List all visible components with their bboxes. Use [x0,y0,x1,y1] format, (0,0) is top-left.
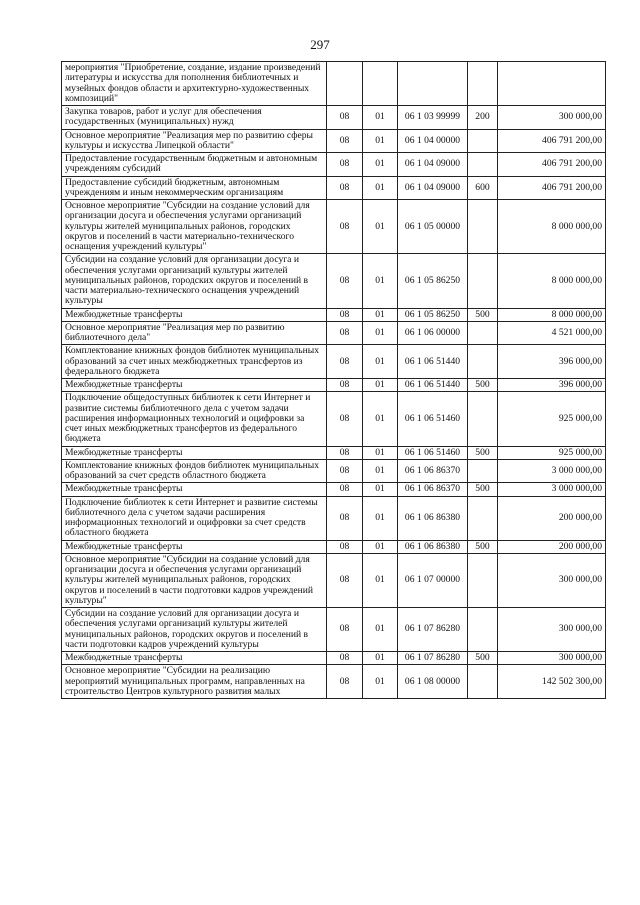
amount-cell: 925 000,00 [498,392,606,446]
section-code-cell: 08 [327,496,363,540]
row-name-cell: Межбюджетные трансферты [62,308,327,321]
amount-cell: 300 000,00 [498,106,606,130]
amount-cell: 4 521 000,00 [498,321,606,345]
table-row [62,652,606,665]
row-name-cell: Подключение общедоступных библиотек к сети Интернет и развитие системы библиотечного дела с учетом задачи расширения информационных технологий и оцифровки за счет иных межбюджетных трансфертов из федерального бюджета [62,392,327,446]
subsection-code-cell: 01 [363,176,398,200]
expense-type-cell [468,665,498,699]
section-code-cell: 08 [327,553,363,607]
budget-table [61,61,606,699]
row-name-cell: Основное мероприятие "Субсидии на создание условий для организации досуга и обеспечения услугами организаций культуры жителей муниципальных районов, городских округов и поселений в части подготовки кадров учреждений культуры" [62,553,327,607]
row-name-cell: Межбюджетные трансферты [62,540,327,553]
expense-type-cell: 200 [468,106,498,130]
expense-type-cell [468,321,498,345]
target-article-cell [398,62,468,106]
expense-type-cell [468,392,498,446]
amount-cell: 200 000,00 [498,496,606,540]
table-row [62,392,606,446]
table-row [62,308,606,321]
subsection-code-cell: 01 [363,553,398,607]
row-name-cell: Межбюджетные трансферты [62,483,327,496]
row-name-cell: Субсидии на создание условий для организации досуга и обеспечения услугами организаций культуры жителей муниципальных районов, городских округов и поселений в части материально-технического оснащения учреждений культуры [62,254,327,308]
amount-cell: 8 000 000,00 [498,254,606,308]
target-article-cell: 06 1 03 99999 [398,106,468,130]
target-article-cell: 06 1 06 51440 [398,379,468,392]
subsection-code-cell: 01 [363,129,398,153]
expense-type-cell [468,459,498,483]
subsection-code-cell: 01 [363,153,398,177]
row-name-cell: Основное мероприятие "Реализация мер по развитию библиотечного дела" [62,321,327,345]
target-article-cell: 06 1 04 09000 [398,153,468,177]
row-name-cell: Основное мероприятие "Реализация мер по развитию сферы культуры и искусства Липецкой области" [62,129,327,153]
target-article-cell: 06 1 06 51460 [398,446,468,459]
subsection-code-cell: 01 [363,254,398,308]
section-code-cell: 08 [327,321,363,345]
table-row [62,459,606,483]
target-article-cell: 06 1 06 00000 [398,321,468,345]
target-article-cell: 06 1 08 00000 [398,665,468,699]
amount-cell: 406 791 200,00 [498,176,606,200]
amount-cell: 300 000,00 [498,608,606,652]
expense-type-cell [468,553,498,607]
table-row [62,254,606,308]
target-article-cell: 06 1 06 51440 [398,345,468,379]
amount-cell: 925 000,00 [498,446,606,459]
amount-cell: 396 000,00 [498,345,606,379]
expense-type-cell [468,254,498,308]
expense-type-cell: 500 [468,379,498,392]
subsection-code-cell: 01 [363,665,398,699]
target-article-cell: 06 1 07 86280 [398,608,468,652]
row-name-cell: Основное мероприятие "Субсидии на реализацию мероприятий муниципальных программ, направленных на строительство Центров культурного развития малых [62,665,327,699]
budget-table-body [62,62,606,699]
subsection-code-cell: 01 [363,459,398,483]
row-name-cell: Предоставление субсидий бюджетным, автономным учреждениям и иным некоммерческим организациям [62,176,327,200]
amount-cell: 3 000 000,00 [498,459,606,483]
expense-type-cell [468,153,498,177]
amount-cell: 3 000 000,00 [498,483,606,496]
expense-type-cell [468,129,498,153]
row-name-cell: Комплектование книжных фондов библиотек муниципальных образований за счет иных межбюджетных трансфертов из федерального бюджета [62,345,327,379]
amount-cell: 396 000,00 [498,379,606,392]
amount-cell: 300 000,00 [498,553,606,607]
section-code-cell: 08 [327,129,363,153]
section-code-cell: 08 [327,483,363,496]
row-name-cell: Подключение библиотек к сети Интернет и развитие системы библиотечного дела с учетом задачи расширения информационных технологий и оцифровки за счет средств областного бюджета [62,496,327,540]
subsection-code-cell: 01 [363,483,398,496]
row-name-cell: Межбюджетные трансферты [62,652,327,665]
row-name-cell: Предоставление государственным бюджетным и автономным учреждениям субсидий [62,153,327,177]
subsection-code-cell: 01 [363,106,398,130]
expense-type-cell [468,608,498,652]
subsection-code-cell: 01 [363,652,398,665]
expense-type-cell [468,496,498,540]
target-article-cell: 06 1 04 09000 [398,176,468,200]
subsection-code-cell: 01 [363,608,398,652]
section-code-cell: 08 [327,446,363,459]
target-article-cell: 06 1 06 86380 [398,496,468,540]
table-row [62,446,606,459]
table-row [62,608,606,652]
amount-cell: 406 791 200,00 [498,129,606,153]
expense-type-cell: 500 [468,540,498,553]
section-code-cell: 08 [327,392,363,446]
target-article-cell: 06 1 07 00000 [398,553,468,607]
table-row [62,483,606,496]
section-code-cell: 08 [327,608,363,652]
table-row [62,345,606,379]
target-article-cell: 06 1 06 51460 [398,392,468,446]
row-name-cell: Субсидии на создание условий для организации досуга и обеспечения услугами организаций культуры жителей муниципальных районов, городских округов и поселений в части подготовки кадров учреждений культуры [62,608,327,652]
section-code-cell: 08 [327,652,363,665]
amount-cell: 200 000,00 [498,540,606,553]
target-article-cell: 06 1 04 00000 [398,129,468,153]
row-name-cell: Межбюджетные трансферты [62,379,327,392]
expense-type-cell [468,62,498,106]
section-code-cell: 08 [327,254,363,308]
table-row [62,496,606,540]
table-row [62,200,606,254]
amount-cell: 406 791 200,00 [498,153,606,177]
section-code-cell [327,62,363,106]
section-code-cell: 08 [327,379,363,392]
row-name-cell: Комплектование книжных фондов библиотек муниципальных образований за счет средств областного бюджета [62,459,327,483]
table-row [62,62,606,106]
section-code-cell: 08 [327,665,363,699]
subsection-code-cell: 01 [363,496,398,540]
table-row [62,379,606,392]
section-code-cell: 08 [327,540,363,553]
section-code-cell: 08 [327,106,363,130]
section-code-cell: 08 [327,153,363,177]
section-code-cell: 08 [327,200,363,254]
amount-cell [498,62,606,106]
row-name-cell: мероприятия "Приобретение, создание, издание произведений литературы и искусства для пополнения библиотечных и музейных фондов области и архитектурно-художественных композиций" [62,62,327,106]
target-article-cell: 06 1 06 86370 [398,483,468,496]
table-row [62,553,606,607]
page-number: 297 [310,37,330,52]
section-code-cell: 08 [327,459,363,483]
target-article-cell: 06 1 05 86250 [398,254,468,308]
target-article-cell: 06 1 07 86280 [398,652,468,665]
subsection-code-cell: 01 [363,321,398,345]
table-row [62,153,606,177]
amount-cell: 300 000,00 [498,652,606,665]
section-code-cell: 08 [327,176,363,200]
amount-cell: 8 000 000,00 [498,200,606,254]
section-code-cell: 08 [327,308,363,321]
expense-type-cell: 500 [468,483,498,496]
target-article-cell: 06 1 06 86380 [398,540,468,553]
expense-type-cell: 500 [468,446,498,459]
expense-type-cell: 600 [468,176,498,200]
subsection-code-cell: 01 [363,540,398,553]
row-name-cell: Закупка товаров, работ и услуг для обеспечения государственных (муниципальных) нужд [62,106,327,130]
subsection-code-cell: 01 [363,308,398,321]
subsection-code-cell: 01 [363,446,398,459]
table-row [62,321,606,345]
target-article-cell: 06 1 05 86250 [398,308,468,321]
section-code-cell: 08 [327,345,363,379]
row-name-cell: Основное мероприятие "Субсидии на создание условий для организации досуга и обеспечения услугами организаций культуры жителей муниципальных районов, городских округов и поселений в части материально-технического оснащения учреждений культуры" [62,200,327,254]
expense-type-cell: 500 [468,652,498,665]
table-row [62,176,606,200]
target-article-cell: 06 1 05 00000 [398,200,468,254]
subsection-code-cell: 01 [363,345,398,379]
target-article-cell: 06 1 06 86370 [398,459,468,483]
table-row [62,540,606,553]
expense-type-cell [468,345,498,379]
row-name-cell: Межбюджетные трансферты [62,446,327,459]
subsection-code-cell: 01 [363,200,398,254]
table-row [62,665,606,699]
subsection-code-cell [363,62,398,106]
amount-cell: 142 502 300,00 [498,665,606,699]
expense-type-cell: 500 [468,308,498,321]
table-row [62,106,606,130]
amount-cell: 8 000 000,00 [498,308,606,321]
table-row [62,129,606,153]
expense-type-cell [468,200,498,254]
subsection-code-cell: 01 [363,379,398,392]
subsection-code-cell: 01 [363,392,398,446]
